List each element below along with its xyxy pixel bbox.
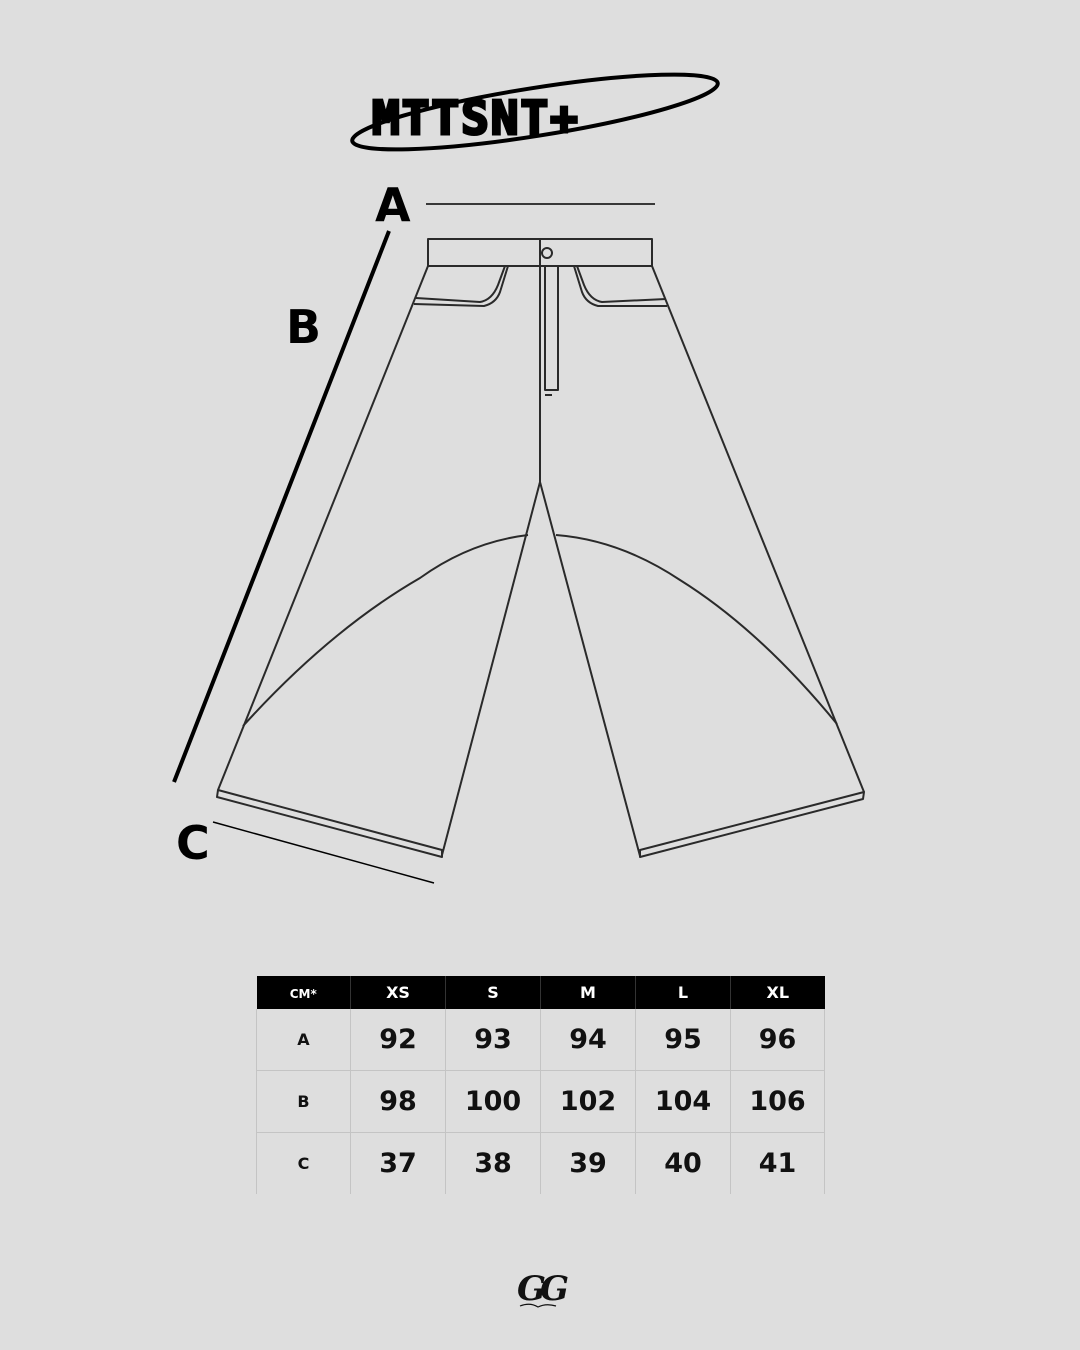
size-header-xs: XS [351, 976, 446, 1009]
fly [540, 266, 558, 482]
dimension-label-c: C [176, 816, 210, 870]
table-cell: 102 [541, 1071, 636, 1133]
row-label: C [257, 1133, 351, 1195]
logo-wordmark: MTTSNT+ [372, 91, 580, 145]
left-leg-inseam [442, 482, 540, 855]
table-cell: 95 [636, 1009, 731, 1071]
dimension-line-c [213, 822, 434, 883]
table-cell: 106 [731, 1071, 825, 1133]
size-header-l: L [636, 976, 731, 1009]
table-cell: 96 [731, 1009, 825, 1071]
table-row [257, 1009, 825, 1071]
table-cell: 40 [636, 1133, 731, 1195]
table-cell: 98 [351, 1071, 446, 1133]
dimension-label-a: A [375, 178, 411, 232]
table-header-row [257, 976, 825, 1009]
right-hem [640, 792, 864, 857]
table-row [257, 1133, 825, 1195]
table-cell: 93 [446, 1009, 541, 1071]
brand-logo [340, 60, 740, 170]
size-chart-table [256, 976, 825, 1194]
waist-button [542, 248, 552, 258]
left-pocket [414, 266, 508, 306]
dimension-line-b [174, 231, 389, 782]
table-cell: 94 [541, 1009, 636, 1071]
table-cell: 100 [446, 1071, 541, 1133]
row-label: A [257, 1009, 351, 1071]
right-leg-outseam [652, 266, 864, 792]
table-cell: 104 [636, 1071, 731, 1133]
pants-diagram [0, 170, 1080, 910]
table-cell: 92 [351, 1009, 446, 1071]
footer-monogram: GG [516, 1269, 564, 1309]
left-hem [217, 790, 442, 857]
left-leg-outseam [218, 266, 428, 790]
size-header-m: M [541, 976, 636, 1009]
table-cell: 41 [731, 1133, 825, 1195]
table-row [257, 1071, 825, 1133]
table-cell: 39 [541, 1133, 636, 1195]
right-pocket [574, 266, 667, 306]
right-leg-inseam [540, 482, 640, 856]
left-panel-seam [243, 535, 528, 726]
unit-header: CM* [257, 976, 351, 1009]
dimension-label-b: B [286, 300, 322, 354]
table-cell: 38 [446, 1133, 541, 1195]
size-header-xl: XL [731, 976, 825, 1009]
footer-monogram-logo [512, 1266, 568, 1310]
size-header-s: S [446, 976, 541, 1009]
row-label: B [257, 1071, 351, 1133]
table-cell: 37 [351, 1133, 446, 1195]
